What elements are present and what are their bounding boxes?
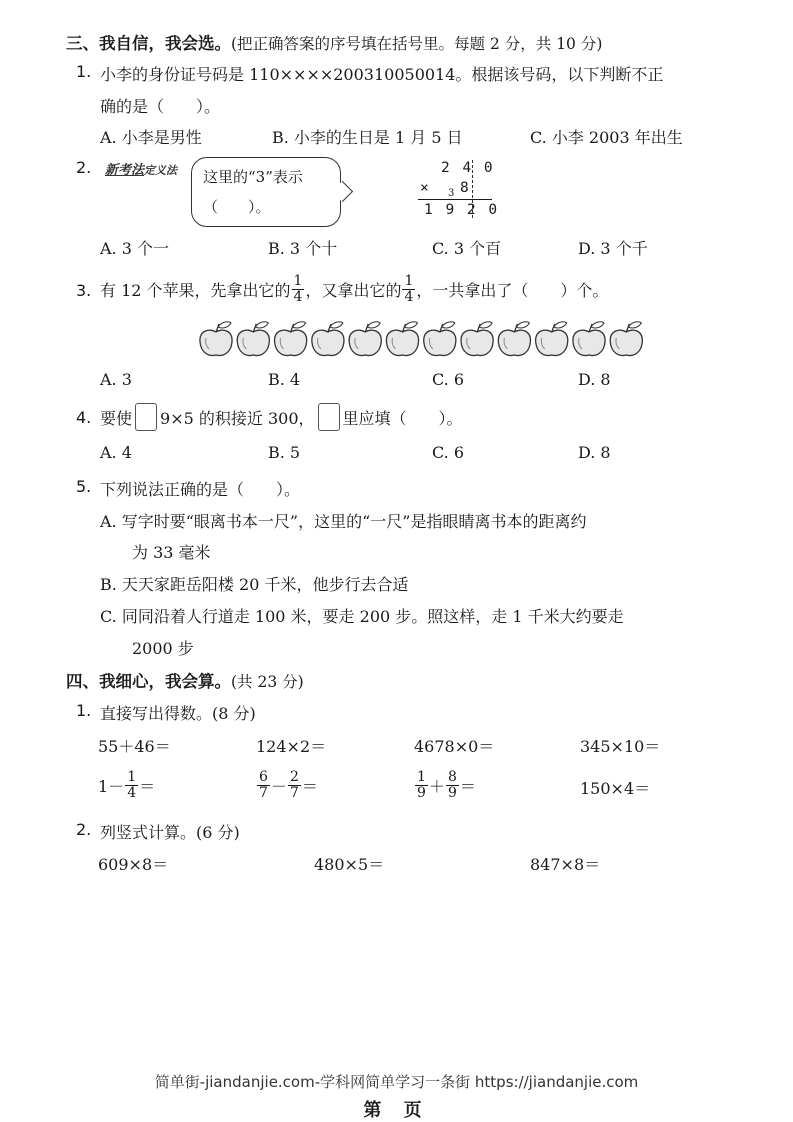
fraction-denominator: 9 — [417, 784, 426, 801]
p1-text: 直接写出得数。(8 分) — [100, 704, 256, 723]
q5-option-c-line1[interactable]: C. 同同沿着人行道走 100 米，要走 200 步。照这样，走 1 千米大约要走 — [100, 607, 624, 626]
q5-text: 下列说法正确的是（ ）。 — [100, 480, 301, 499]
q4-number: 4. — [76, 408, 92, 427]
q2-option-b[interactable]: B. 3 个十 — [268, 239, 338, 258]
apple-icon — [200, 322, 232, 356]
q5-option-a-line1[interactable]: A. 写字时要“眼离书本一尺”，这里的“一尺”是指眼睛离书本的距离约 — [100, 512, 587, 531]
fraction-one-quarter — [292, 274, 305, 305]
bubble-text-line1: 这里的“3”表示 — [203, 168, 303, 186]
fraction-denominator: 4 — [404, 288, 414, 305]
apple-illustration-row — [198, 320, 646, 360]
calc-dashed-divider — [472, 160, 473, 218]
fraction — [415, 770, 428, 801]
q1-option-b[interactable]: B. 小李的生日是 1 月 5 日 — [272, 128, 463, 147]
calc-expression — [256, 766, 318, 804]
p2-text: 列竖式计算。(6 分) — [100, 823, 240, 842]
section4-title: 四、我细心，我会算。 — [66, 672, 231, 691]
q2-number: 2. — [76, 158, 92, 177]
section4-note: (共 23 分) — [231, 673, 304, 691]
q3-option-a[interactable]: A. 3 — [100, 370, 132, 389]
calc-expression — [98, 766, 155, 804]
blank-box-input[interactable] — [318, 403, 340, 431]
blank-box-input[interactable] — [135, 403, 157, 431]
apple-icon — [573, 322, 605, 356]
q4-option-b[interactable]: B. 5 — [268, 443, 301, 462]
q5-option-b[interactable]: B. 天天家距岳阳楼 20 千米，他步行去合适 — [100, 575, 409, 594]
q4-option-c[interactable]: C. 6 — [432, 443, 465, 462]
fraction — [446, 770, 459, 801]
expr-text: 1－ — [98, 776, 125, 796]
fraction-numerator: 8 — [447, 768, 457, 785]
calc-multiplier: 8 — [460, 180, 471, 196]
fraction-denominator: 4 — [127, 784, 137, 801]
q1-text-line2: 确的是（ ）。 — [100, 97, 221, 116]
fraction-numerator: 1 — [293, 272, 303, 289]
p2-number: 2. — [76, 820, 92, 839]
apple-icon — [275, 322, 307, 356]
q3-text-part1: 有 12 个苹果，先拿出它的 — [100, 280, 291, 300]
fraction — [288, 770, 301, 801]
q5-option-a-line2[interactable]: 为 33 毫米 — [132, 543, 211, 562]
q3-text-part3: ，一共拿出了（ ）个。 — [416, 280, 609, 300]
q1-option-a[interactable]: A. 小李是男性 — [100, 128, 202, 147]
q4-text — [100, 402, 463, 432]
apple-icon — [424, 322, 456, 356]
calc-expression: 150×4＝ — [580, 779, 651, 798]
q4-option-a[interactable]: A. 4 — [100, 443, 132, 462]
expr-text: ＋ — [428, 776, 445, 796]
calc-result-line — [418, 199, 492, 200]
q2-option-d[interactable]: D. 3 个千 — [578, 239, 648, 258]
expr-text: ＝ — [459, 776, 476, 796]
vertical-calc-expression: 609×8＝ — [98, 855, 169, 874]
apple-icon — [237, 322, 269, 356]
p1-number: 1. — [76, 701, 92, 720]
q5-number: 5. — [76, 477, 92, 496]
fraction-numerator: 1 — [404, 272, 414, 289]
calc-expression: 55＋46＝ — [98, 737, 171, 756]
badge-new-label: 新考法 — [105, 163, 145, 178]
q4-text-part2: 9×5 的积接近 300， — [160, 408, 315, 428]
expr-text: － — [270, 776, 287, 796]
q2-option-c[interactable]: C. 3 个百 — [432, 239, 502, 258]
calc-expression: 4678×0＝ — [414, 737, 495, 756]
apple-icon — [349, 322, 381, 356]
calc-expression: 124×2＝ — [256, 737, 327, 756]
calc-expression — [414, 766, 476, 804]
fraction-denominator: 4 — [293, 288, 303, 305]
q1-number: 1. — [76, 62, 92, 81]
badge-type-label: 定义法 — [144, 164, 178, 177]
apple-row-svg — [198, 320, 646, 360]
fraction — [257, 770, 270, 801]
page-number: 第 页 — [363, 1100, 430, 1121]
fraction-denominator: 9 — [447, 784, 457, 801]
expr-text: ＝ — [139, 776, 156, 796]
section3-heading — [66, 30, 602, 54]
q4-text-part1: 要使 — [100, 408, 133, 428]
calc-result: 1 9 2 0 — [424, 202, 500, 218]
q3-option-d[interactable]: D. 8 — [578, 370, 611, 389]
fraction-one-quarter — [402, 274, 415, 305]
q2-option-a[interactable]: A. 3 个一 — [100, 239, 169, 258]
q3-option-c[interactable]: C. 6 — [432, 370, 465, 389]
bubble-text-line2: （ ）。 — [203, 198, 271, 216]
footer-site-text: 简单街-jiandanjie.com-学科网简单学习一条街 https://jiandanjie.com — [154, 1073, 639, 1091]
apple-icon — [536, 322, 568, 356]
section3-title: 三、我自信，我会选。 — [66, 34, 231, 53]
fraction-numerator: 2 — [289, 768, 299, 785]
new-question-type-badge — [105, 159, 177, 178]
expr-text: ＝ — [301, 776, 318, 796]
q3-number: 3. — [76, 281, 92, 300]
calc-times-sign: × — [420, 180, 431, 196]
q3-text — [100, 272, 608, 306]
calc-carry-digit: 3 — [448, 188, 455, 199]
q3-option-b[interactable]: B. 4 — [268, 370, 301, 389]
apple-icon — [312, 322, 344, 356]
q1-option-c[interactable]: C. 小李 2003 年出生 — [530, 128, 683, 147]
calc-expression: 345×10＝ — [580, 737, 661, 756]
vertical-calc-expression: 480×5＝ — [314, 855, 385, 874]
section4-heading — [66, 668, 304, 692]
fraction-numerator: 1 — [417, 768, 426, 785]
q3-text-part2: ，又拿出它的 — [305, 280, 402, 300]
vertical-calc-expression: 847×8＝ — [530, 855, 601, 874]
q5-option-c-line2[interactable]: 2000 步 — [132, 639, 194, 658]
fraction-denominator: 7 — [259, 784, 268, 801]
fraction-numerator: 1 — [127, 768, 137, 785]
fraction — [125, 770, 138, 801]
apple-icon — [498, 322, 530, 356]
section3-note: (把正确答案的序号填在括号里。每题 2 分，共 10 分) — [231, 35, 603, 53]
calc-top-number: 2 4 0 — [441, 160, 495, 176]
apple-icon — [610, 322, 642, 356]
q4-text-part3: 里应填（ ）。 — [342, 408, 463, 428]
fraction-numerator: 6 — [259, 768, 268, 785]
apple-icon — [386, 322, 418, 356]
q1-text-line1: 小李的身份证号码是 110××××200310050014。根据该号码，以下判断不正 — [100, 65, 664, 84]
q4-option-d[interactable]: D. 8 — [578, 443, 611, 462]
apple-icon — [461, 322, 493, 356]
fraction-denominator: 7 — [289, 784, 299, 801]
